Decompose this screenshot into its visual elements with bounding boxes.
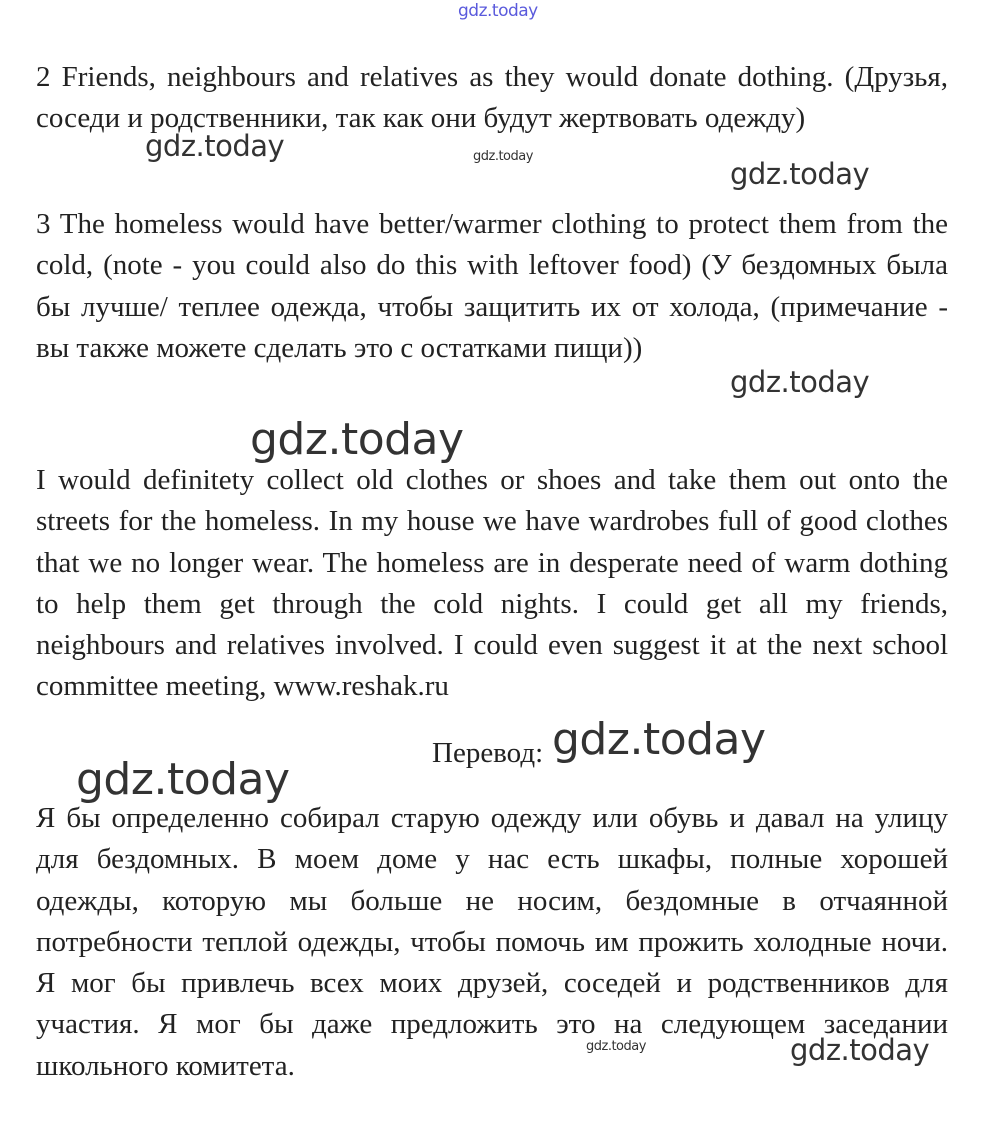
watermark-large: gdz.today [552, 714, 766, 765]
watermark: gdz.today [790, 1033, 930, 1067]
watermark: gdz.today [145, 129, 285, 163]
paragraph-answer: I would definitety collect old clothes or shoes and take them out onto the streets for the homeless. In my house we have wardrobes full of good clothes that we no longer wear. The homeless are in desperate need of warm dothing to help them get through the cold nights. I could get all my friends, neighbours and relatives involved. I could even suggest it at the next school committee meeting, www.reshak.ru [36, 464, 948, 703]
watermark-large: gdz.today [250, 414, 464, 465]
translation-label: Перевод: [432, 737, 544, 769]
watermark: gdz.today [730, 365, 870, 399]
paragraph-translation: Я бы определенно собирал старую одежду или обувь и давал на улицу для бездомных. В моем доме у нас есть шкафы, полные хорошей одежды, которую мы больше не носим, бездомные в отчаянной потребности теплой одежды, чтобы помочь им прожить холодные ночи. Я мог бы привлечь всех моих друзей, соседей и родственников для участия. Я мог бы даже предложить это на следующем заседании школьного комитета. [36, 802, 948, 1082]
watermark: gdz.today [730, 157, 870, 191]
paragraph-item-2: 2 Friends, neighbours and relatives as they would donate dothing. (Друзья, соседи и родственники, так как они будут жертвовать одежду) [36, 61, 948, 135]
watermark-small: gdz.today [473, 149, 533, 164]
paragraph-item-3: 3 The homeless would have better/warmer clothing to protect them from the cold, (note - you could also do this with leftover food) (У бездомных была бы лучше/ теплее одежда, чтобы защитить их от холода, (примечание - вы также можете сделать это с остатками пищи)) [36, 208, 948, 364]
watermark-large: gdz.today [76, 754, 290, 805]
watermark-small: gdz.today [586, 1039, 646, 1054]
watermark-top: gdz.today [458, 1, 538, 21]
